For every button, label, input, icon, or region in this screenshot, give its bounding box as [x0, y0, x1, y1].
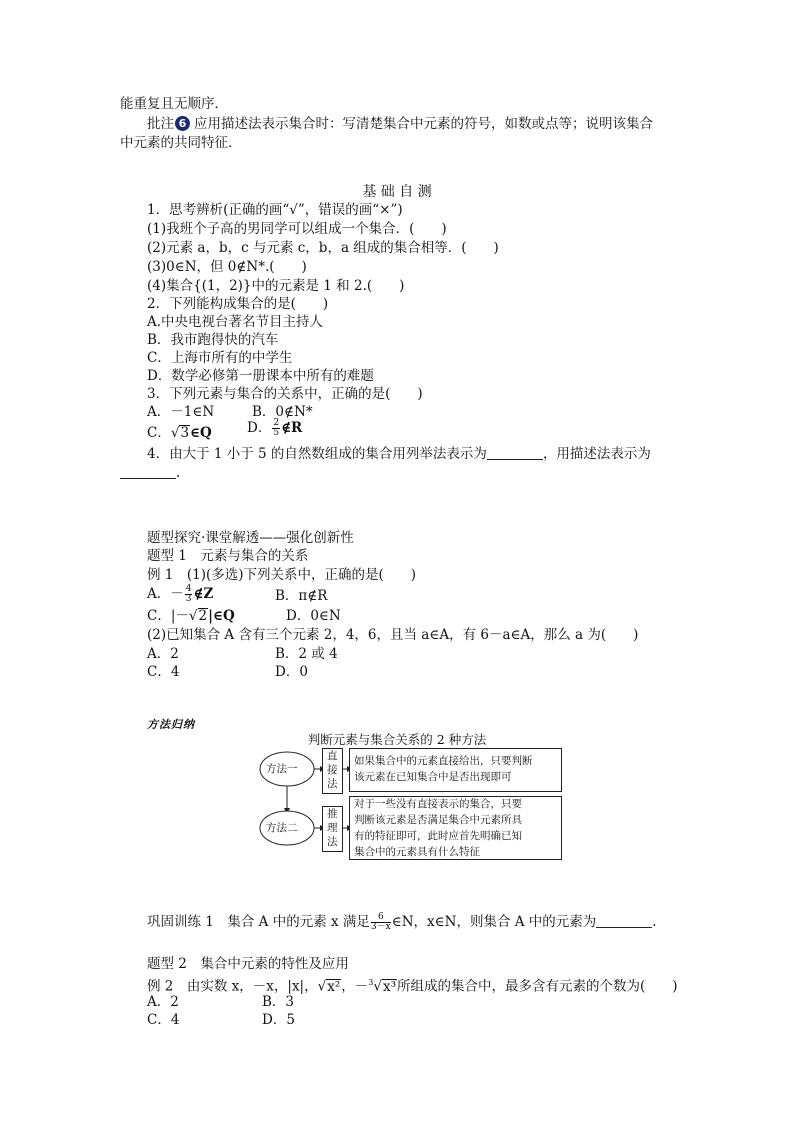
question-3: 3．下列元素与集合的关系中，正确的是( ): [147, 386, 423, 402]
question-1-item-3: (3)0∈N，但 0∉N*.( ): [147, 259, 307, 275]
inference-method-description: 对于一些没有直接表示的集合，只要 判断该元素是否满足集合中元素所具 有的特征即可，此时应首先明确已知 集合中的元素具有什么特征: [349, 796, 562, 860]
section-heading: 题型探究·课堂解透——强化创新性: [147, 530, 354, 546]
note-number-badge: 6: [175, 116, 190, 131]
intro-line: 能重复且无顺序．: [120, 96, 228, 112]
section-title-self-test: 基 础 自 测: [362, 184, 432, 200]
question-1-item-1: (1)我班个子高的男同学可以组成一个集合．( ): [147, 221, 447, 237]
question-1-item-2: (2)元素 a，b，c 与元素 c，b，a 组成的集合相等．( ): [147, 240, 499, 256]
inference-method-box: 推 理 法: [322, 806, 343, 852]
question-2-option-b: B．我市跑得快的汽车: [147, 332, 279, 348]
question-2-option-c: C．上海市所有的中学生: [147, 350, 293, 366]
example-2-option-b: B．3: [262, 994, 295, 1010]
method-one-label: 方法一: [266, 763, 298, 775]
question-4: 4．由大于 1 小于 5 的自然数组成的集合用列举法表示为 ，用描述法表示为: [147, 446, 651, 462]
sqrt-radicand: x²: [327, 978, 341, 995]
sqrt-radicand: x³: [382, 978, 396, 995]
question-2-option-d: D．数学必修第一册课本中所有的难题: [147, 368, 374, 384]
example-1: 例 1 (1)(多选)下列关系中，正确的是( ): [147, 567, 417, 583]
type-1-heading: 题型 1 元素与集合的关系: [147, 548, 309, 564]
direct-method-box: 直 接 法: [322, 748, 343, 794]
example-2-option-a: A．2: [147, 994, 179, 1010]
question-3-option-d: D． $\frac{2}{5}$ ∉R: [247, 418, 303, 438]
example-1-option-c: C．|－√2|∈Q: [147, 608, 235, 624]
practice-1: 巩固训练 1 集合 A 中的元素 x 满足 $\frac{6}{3-x}$ ∈N，x∈N，则集合 A 中的元素为 .: [147, 912, 657, 932]
sqrt-radicand: 3: [180, 425, 190, 441]
example-1-option-a: A．－ $\frac{4}{3}$ ∉Z: [147, 584, 214, 604]
example-2: 例 2 由实数 x，－x，|x|，√x²，－$^3$√x³所组成的集合中，最多含有元素的个数为( ): [147, 978, 678, 995]
fraction: $\frac{6}{3-x}$: [370, 912, 391, 932]
example-1-option-b: B．π∉R: [275, 588, 328, 604]
example-1-part-2: (2)已知集合 A 含有三个元素 2，4，6，且当 a∈A，有 6－a∈A，那么 a 为( ): [147, 627, 639, 643]
answer-blank[interactable]: [596, 915, 652, 928]
question-4-continued: .: [120, 464, 180, 482]
fraction: $\frac{4}{3}$: [185, 584, 192, 604]
type-2-heading: 题型 2 集合中元素的特性及应用: [147, 956, 349, 972]
example-1-part-2-option-b: B．2 或 4: [275, 646, 338, 662]
example-1-part-2-option-c: C．4: [147, 664, 180, 680]
question-2: 2．下列能构成集合的是( ): [147, 296, 329, 312]
method-summary-label: 方法归纳: [147, 718, 195, 731]
example-2-option-c: C．4: [147, 1012, 180, 1028]
note-text: 应用描述法表示集合时：写清楚集合中元素的符号，如数或点等；说明该集合: [194, 116, 653, 132]
question-3-option-a: A．－1∈N: [147, 404, 215, 420]
note-label: 批注: [147, 116, 174, 132]
example-1-part-2-option-d: D．0: [275, 664, 308, 680]
method-two-label: 方法二: [266, 822, 298, 834]
root-index: 3: [368, 978, 374, 987]
example-2-option-d: D．5: [262, 1012, 295, 1028]
example-1-option-d: D．0∈N: [286, 608, 341, 624]
note-line-continued: 中元素的共同特征．: [120, 135, 242, 151]
method-diagram-title: 判断元素与集合关系的 2 种方法: [307, 732, 487, 747]
question-2-option-a: A.中央电视台著名节目主持人: [147, 314, 324, 330]
question-1-item-4: (4)集合{(1，2)}中的元素是 1 和 2.( ): [147, 278, 405, 294]
question-3-option-b: B．0∉N*: [252, 404, 313, 420]
question-1: 1．思考辨析(正确的画“√”，错误的画“×”): [147, 202, 403, 218]
sqrt-radicand: 2: [198, 608, 208, 624]
fraction: $\frac{2}{5}$: [273, 418, 280, 438]
direct-method-description: 如果集合中的元素直接给出，只要判断 该元素在已知集合中是否出现即可: [349, 748, 562, 792]
question-3-option-c: C．√3∈Q: [147, 425, 212, 441]
example-1-part-2-option-a: A．2: [147, 646, 179, 662]
